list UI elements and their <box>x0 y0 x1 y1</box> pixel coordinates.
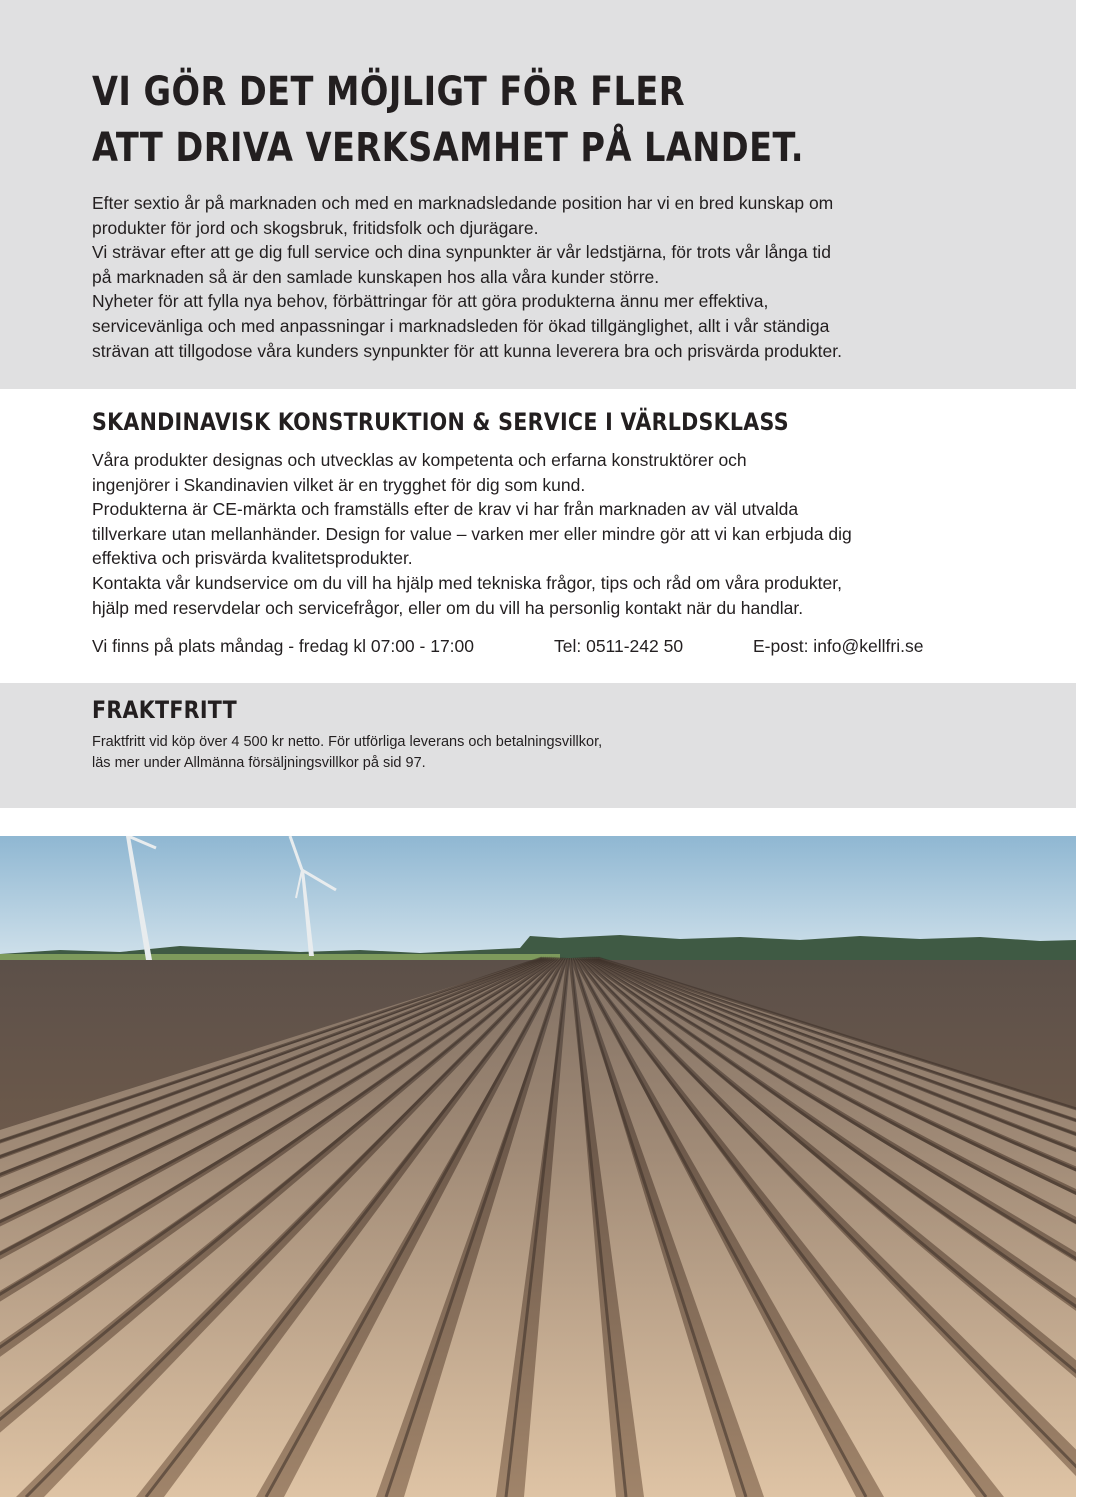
opening-hours: Vi finns på plats måndag - fredag kl 07:00 - 17:00 <box>92 636 475 657</box>
intro-line: Efter sextio år på marknaden och med en marknadsledande position har vi en bred kunskap om <box>92 193 834 213</box>
intro-line: Nyheter för att fylla nya behov, förbättringar för att göra produkterna ännu mer effektiva, <box>92 291 769 312</box>
intro-text <box>92 191 1016 363</box>
freight-text <box>92 732 1016 774</box>
freight-line: läs mer under Allmänna försäljningsvillkor på sid 97. <box>92 755 426 771</box>
service-line: hjälp med reservdelar och servicefrågor, eller om du vill ha personlig kontakt när du handlar. <box>92 597 804 618</box>
service-line: ingenjörer i Skandinavien vilket är en trygghet för dig som kund. <box>92 474 586 495</box>
service-heading: SKANDINAVISK KONSTRUKTION & SERVICE I VÄRLDSKLASS <box>92 408 789 436</box>
field-illustration <box>0 836 1076 1497</box>
service-line: Kontakta vår kundservice om du vill ha hjälp med tekniska frågor, tips och råd om våra produkter, <box>92 572 842 593</box>
contact-row <box>92 634 1016 658</box>
intro-line: produkter för jord och skogsbruk, fritidsfolk och djurägare. <box>92 217 539 238</box>
headline-line-1: VI GÖR DET MÖJLIGT FÖR FLER <box>92 69 686 115</box>
phone-number: Tel: 0511-242 50 <box>554 636 684 657</box>
service-text <box>92 448 1016 620</box>
intro-section <box>0 0 1076 389</box>
freight-content <box>92 695 1016 774</box>
freight-section <box>0 683 1076 808</box>
headline-line-2: ATT DRIVA VERKSAMHET PÅ LANDET. <box>92 125 804 171</box>
page-headline <box>92 64 868 176</box>
intro-line: Vi strävar efter att ge dig full service och dina synpunkter är vår ledstjärna, för trots vår långa tid <box>92 242 831 263</box>
intro-line: på marknaden så är den samlade kunskapen hos alla våra kunder större. <box>92 266 660 287</box>
service-line: effektiva och prisvärda kvalitetsprodukter. <box>92 548 413 569</box>
service-line: Våra produkter designas och utvecklas av kompetenta och erfarna konstruktörer och <box>92 450 747 470</box>
service-line: Produkterna är CE-märkta och framställs efter de krav vi har från marknaden av väl utvalda <box>92 499 799 520</box>
service-line: tillverkare utan mellanhänder. Design for value – varken mer eller mindre gör att vi kan erbjuda dig <box>92 523 852 544</box>
service-section <box>0 389 1076 683</box>
intro-line: servicevänliga och med anpassningar i marknadsleden för ökad tillgänglighet, allt i vår ständiga <box>92 315 830 336</box>
intro-content <box>92 64 1016 363</box>
intro-line: strävan att tillgodose våra kunders synpunkter för att kunna leverera bra och prisvärda produkter. <box>92 340 842 361</box>
freight-heading: FRAKTFRITT <box>92 696 237 724</box>
ploughed-field-photo <box>0 836 1076 1497</box>
email-address: E-post: info@kellfri.se <box>753 636 924 657</box>
service-content <box>92 407 1016 658</box>
freight-line: Fraktfritt vid köp över 4 500 kr netto. För utförliga leverans och betalningsvillkor, <box>92 734 603 750</box>
